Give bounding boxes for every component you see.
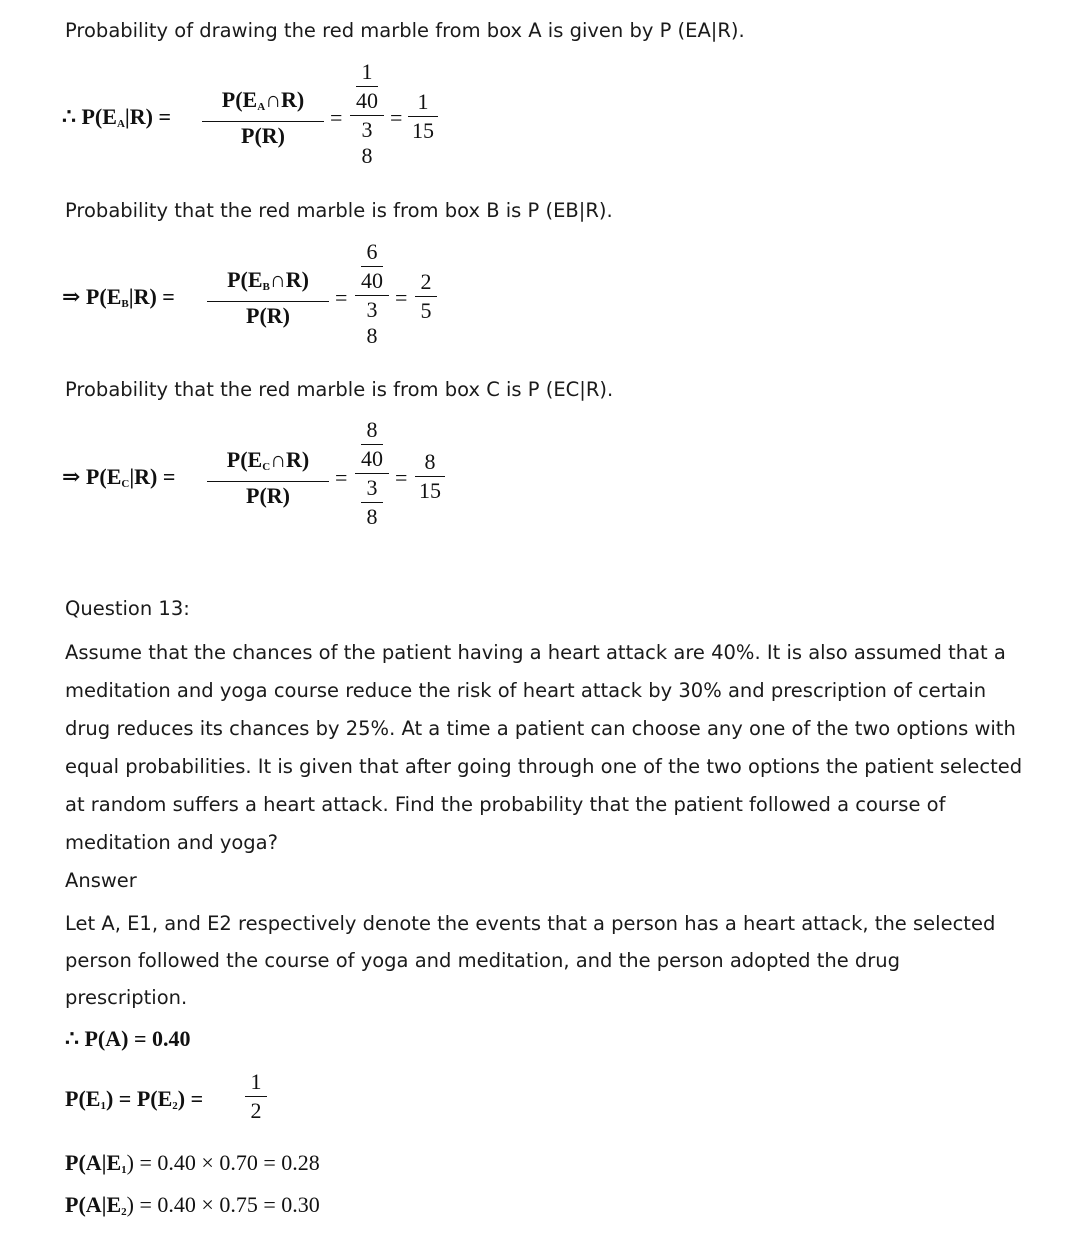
eq-a-lhs: ∴ $P(E_A|R)$ = — [62, 104, 171, 130]
eq-prob-e-fraction: 1 2 — [245, 1070, 267, 1123]
eq-a-equals-1: = — [330, 105, 343, 130]
equation-box-b — [62, 240, 462, 365]
intro-box-b: Probability that the red marble is from box B is P (EB|R). — [65, 199, 613, 222]
answer-text: Let A, E1, and E2 respectively denote the events that a person has a heart attack, the selected person followed the course of yoga and meditation, and the person adopted the drug prescription. — [65, 912, 996, 1009]
intro-box-a: Probability of drawing the red marble from box A is given by P (EA|R). — [65, 19, 745, 42]
eq-b-lhs: ⇒ $P(E_B|R)$ = — [62, 284, 175, 310]
eq-a-result: 1 15 — [408, 90, 438, 143]
eq-prob-e1-e2: $P(E_1) = P(E_2)$ = 1 2 — [65, 1068, 325, 1132]
eq-a-complex-fraction: 1 40 3 8 — [350, 60, 384, 168]
eq-b-equals-1: = — [335, 285, 348, 310]
equation-box-c — [62, 418, 462, 543]
eq-prob-a-given-e2: $P(A|E_2) = 0.40 \times 0.75 = 0.30$ — [65, 1192, 320, 1218]
question-text: Assume that the chances of the patient having a heart attack are 40%. It is also assumed that a meditation and yoga course reduce the risk of heart attack by 30% and prescription of certain drug reduces its chances by 25%. At a time a patient can choose any one of the two options with equal probabilities. It is given that after going through one of the two options the patient selected at random suffers a heart attack. Find the probability that the patient followed a course of meditation and yoga? — [65, 641, 1023, 854]
answer-label: Answer — [65, 869, 137, 892]
eq-b-equals-2: = — [395, 285, 408, 310]
eq-a-main-fraction: $P(E_A\cap R)$ P(R) — [202, 88, 324, 148]
eq-prob-a-given-e1: $P(A|E_1) = 0.40 \times 0.70 = 0.28$ — [65, 1150, 320, 1176]
eq-b-main-fraction: $P(E_B\cap R)$ P(R) — [207, 268, 329, 328]
eq-c-lhs: ⇒ $P(E_C|R)$ = — [62, 464, 176, 490]
eq-c-result: 8 15 — [415, 450, 445, 503]
equation-box-a — [62, 60, 462, 185]
eq-a-equals-2: = — [390, 105, 403, 130]
eq-b-result: 2 5 — [415, 270, 437, 323]
eq-c-equals-2: = — [395, 465, 408, 490]
eq-prob-a: ∴ P(A) = 0.40 — [65, 1026, 191, 1051]
eq-c-main-fraction: $P(E_C\cap R)$ P(R) — [207, 448, 329, 508]
eq-c-complex-fraction: 8 40 3 8 — [355, 418, 389, 529]
intro-box-c: Probability that the red marble is from box C is P (EC|R). — [65, 378, 614, 401]
eq-b-complex-fraction: 6 40 3 8 — [355, 240, 389, 348]
eq-c-equals-1: = — [335, 465, 348, 490]
question-label: Question 13: — [65, 597, 190, 620]
